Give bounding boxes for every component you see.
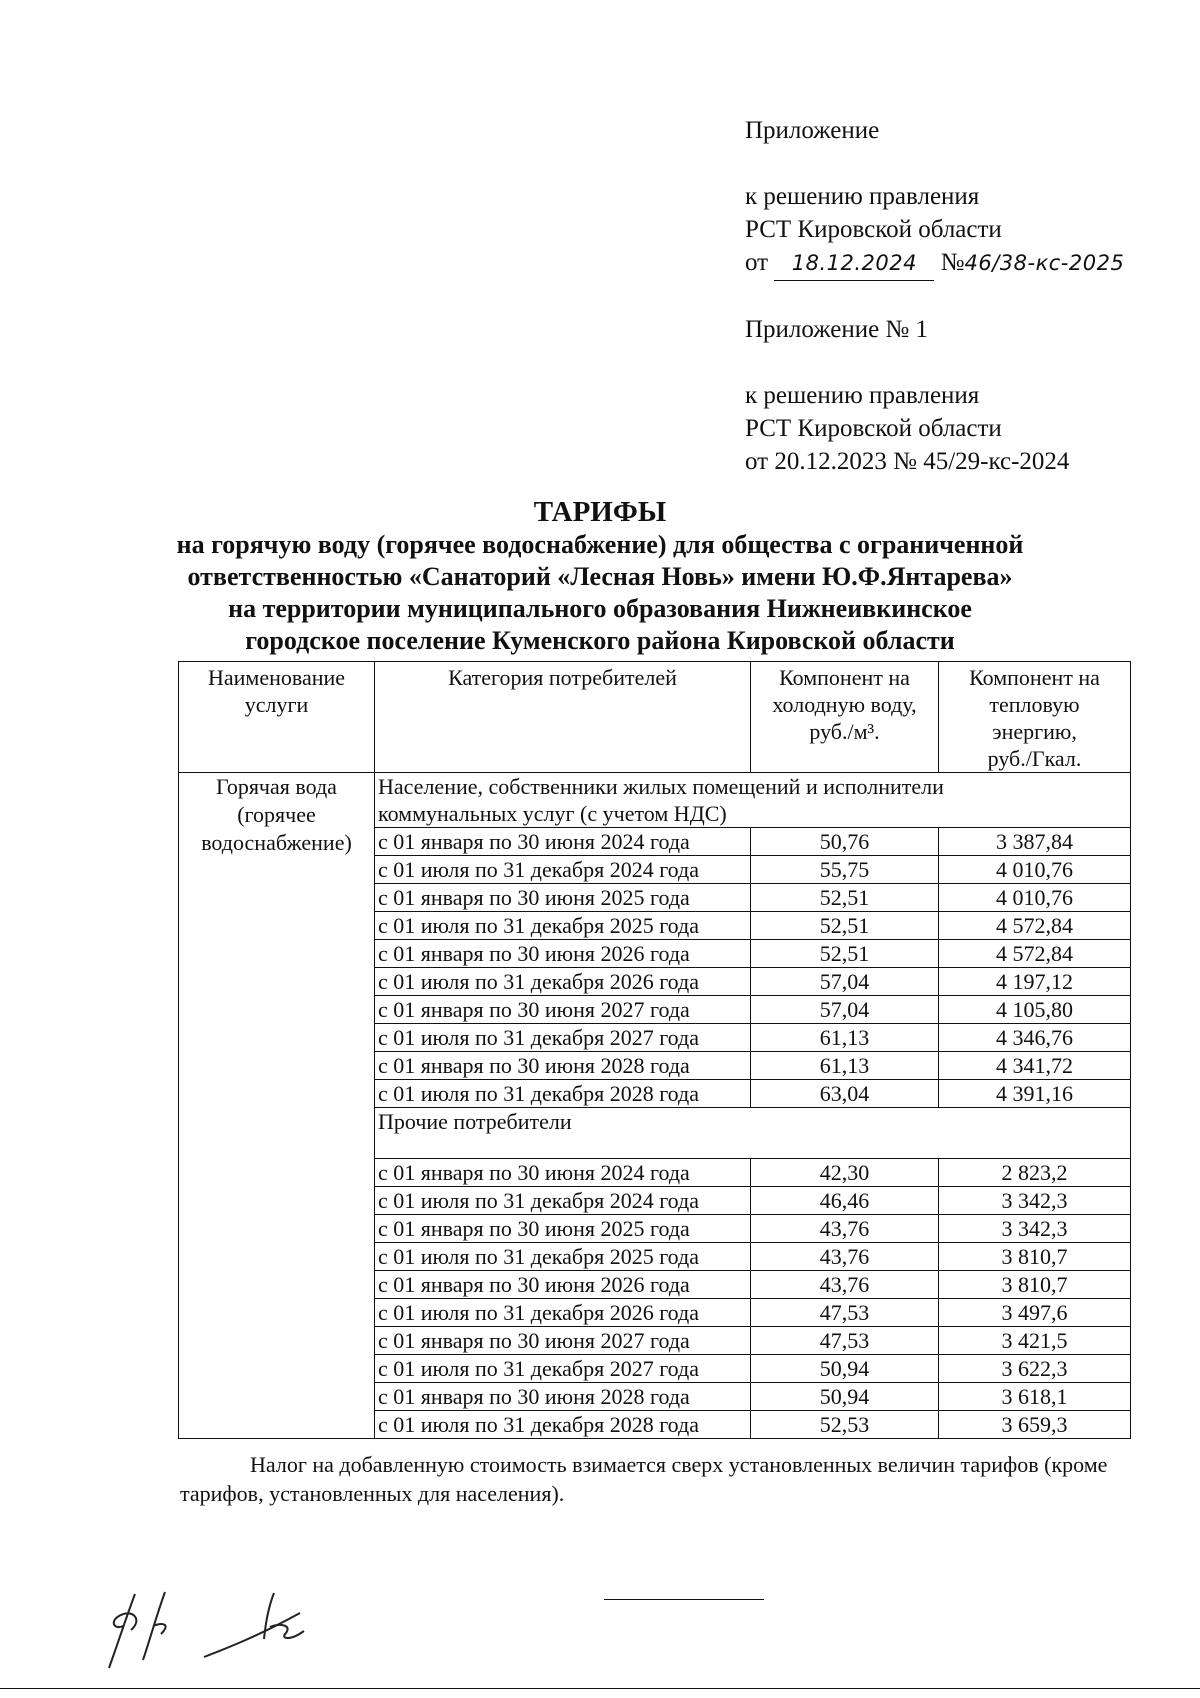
period-cell: с 01 января по 30 июня 2024 года [375,828,751,856]
period-cell: с 01 января по 30 июня 2025 года [375,1215,751,1243]
water-component-cell: 52,53 [751,1411,939,1439]
water-component-cell: 63,04 [751,1080,939,1108]
title-line: на территории муниципального образования Нижнеивкинское [228,594,972,623]
water-component-cell: 43,76 [751,1271,939,1299]
title-line: на горячую воду (горячее водоснабжение) для общества с ограниченной [176,530,1024,559]
water-component-cell: 52,51 [751,884,939,912]
header-heat-component: Компонент на тепловую энергию, руб./Гкал. [939,662,1131,773]
separator-line [604,1599,764,1600]
heat-component-cell: 2 823,2 [939,1159,1131,1187]
heat-component-cell: 3 342,3 [939,1187,1131,1215]
heat-component-cell: 4 010,76 [939,856,1131,884]
heat-component-cell: 4 010,76 [939,884,1131,912]
appendix1-line: РСТ Кировской области [745,415,1002,442]
appendix1-title: Приложение № 1 [745,316,929,343]
date-prefix: от [745,249,769,276]
table-header-row [179,662,1131,773]
handwritten-number: 46/38-кс-2025 [964,251,1125,275]
appendix-line: РСТ Кировской области [745,216,1002,243]
period-cell: с 01 января по 30 июня 2026 года [375,1271,751,1299]
water-component-cell: 43,76 [751,1215,939,1243]
header-category: Категория потребителей [375,662,751,773]
heat-component-cell: 3 622,3 [939,1355,1131,1383]
appendix-title: Приложение [745,117,880,144]
period-cell: с 01 января по 30 июня 2025 года [375,884,751,912]
title-heading: ТАРИФЫ [533,496,667,528]
heat-component-cell: 4 391,16 [939,1080,1131,1108]
appendix1-block [745,313,1069,478]
service-name-cell: Горячая вода (горячее водоснабжение) [179,773,375,1439]
heat-component-cell: 4 105,80 [939,996,1131,1024]
heat-component-cell: 3 659,3 [939,1411,1131,1439]
heat-component-cell: 3 342,3 [939,1215,1131,1243]
handwritten-signature [95,1580,205,1675]
appendix-date-line [745,246,1124,281]
heat-component-cell: 3 810,7 [939,1243,1131,1271]
title-line: городское поселение Куменского района Кировской области [245,626,955,655]
period-cell: с 01 июля по 31 декабря 2028 года [375,1080,751,1108]
appendix1-line: от 20.12.2023 № 45/29-кс-2024 [745,448,1070,475]
water-component-cell: 52,51 [751,940,939,968]
period-cell: с 01 июля по 31 декабря 2025 года [375,1243,751,1271]
water-component-cell: 57,04 [751,968,939,996]
vat-note: Налог на добавленную стоимость взимается сверх установленных величин тарифов (кроме тарифов, установленных для населения). [180,1452,1108,1506]
header-water-component: Компонент на холодную воду, руб./м³. [751,662,939,773]
period-cell: с 01 января по 30 июня 2028 года [375,1052,751,1080]
water-component-cell: 47,53 [751,1299,939,1327]
water-component-cell: 52,51 [751,912,939,940]
period-cell: с 01 июля по 31 декабря 2024 года [375,856,751,884]
water-component-cell: 55,75 [751,856,939,884]
period-cell: с 01 июля по 31 декабря 2026 года [375,1299,751,1327]
handwritten-signature [200,1585,320,1665]
document-title [0,495,1200,657]
period-cell: с 01 июля по 31 декабря 2026 года [375,968,751,996]
water-component-cell: 50,94 [751,1355,939,1383]
appendix-block [745,114,1124,281]
tariff-table [178,661,1131,1439]
appendix-line: к решению правления [745,183,980,210]
period-cell: с 01 января по 30 июня 2027 года [375,1327,751,1355]
heat-component-cell: 3 387,84 [939,828,1131,856]
water-component-cell: 43,76 [751,1243,939,1271]
title-line: ответственностью «Санаторий «Лесная Новь» имени Ю.Ф.Янтарева» [187,562,1013,591]
group-title-row [179,773,1131,828]
heat-component-cell: 4 197,12 [939,968,1131,996]
water-component-cell: 50,76 [751,828,939,856]
period-cell: с 01 января по 30 июня 2028 года [375,1383,751,1411]
heat-component-cell: 4 572,84 [939,912,1131,940]
water-component-cell: 47,53 [751,1327,939,1355]
water-component-cell: 61,13 [751,1024,939,1052]
heat-component-cell: 4 572,84 [939,940,1131,968]
handwritten-date: 18.12.2024 [774,247,934,281]
heat-component-cell: 3 497,6 [939,1299,1131,1327]
period-cell: с 01 июля по 31 декабря 2027 года [375,1355,751,1383]
appendix1-line: к решению правления [745,382,980,409]
water-component-cell: 61,13 [751,1052,939,1080]
water-component-cell: 46,46 [751,1187,939,1215]
period-cell: с 01 июля по 31 декабря 2027 года [375,1024,751,1052]
period-cell: с 01 июля по 31 декабря 2025 года [375,912,751,940]
heat-component-cell: 3 618,1 [939,1383,1131,1411]
period-cell: с 01 июля по 31 декабря 2028 года [375,1411,751,1439]
period-cell: с 01 января по 30 июня 2027 года [375,996,751,1024]
heat-component-cell: 4 346,76 [939,1024,1131,1052]
consumer-group-title: Прочие потребители [375,1108,1131,1159]
water-component-cell: 42,30 [751,1159,939,1187]
heat-component-cell: 3 421,5 [939,1327,1131,1355]
header-service: Наименование услуги [179,662,375,773]
consumer-group-title: Население, собственники жилых помещений и исполнители коммунальных услуг (с учетом НДС) [375,773,1131,828]
period-cell: с 01 июля по 31 декабря 2024 года [375,1187,751,1215]
water-component-cell: 57,04 [751,996,939,1024]
heat-component-cell: 3 810,7 [939,1271,1131,1299]
period-cell: с 01 января по 30 июня 2024 года [375,1159,751,1187]
heat-component-cell: 4 341,72 [939,1052,1131,1080]
page-bottom-line [0,1688,1200,1689]
number-prefix: № [940,249,965,276]
period-cell: с 01 января по 30 июня 2026 года [375,940,751,968]
water-component-cell: 50,94 [751,1383,939,1411]
